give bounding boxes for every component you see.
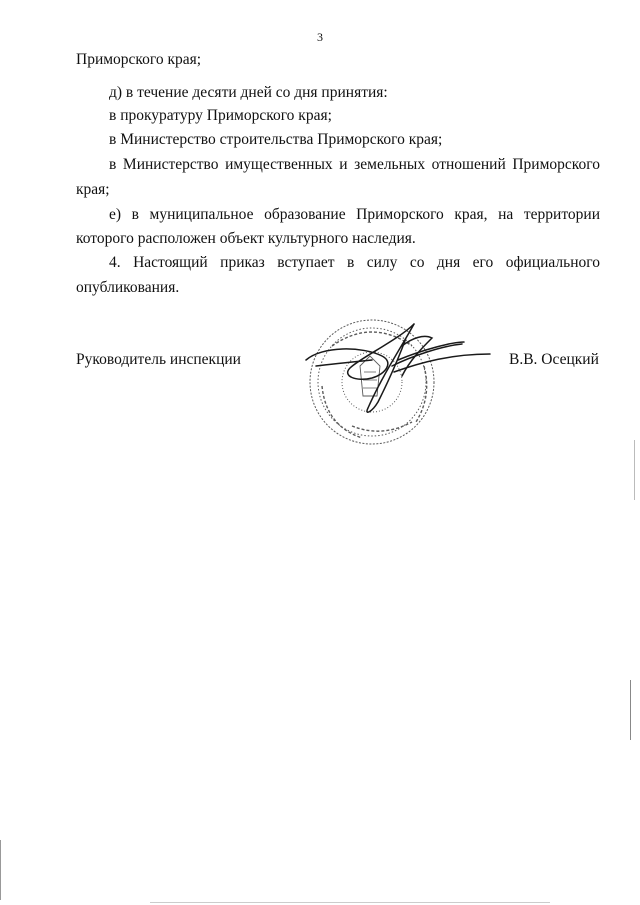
recipient-ministry-property-line1: в Министерство имущественных и земельных отношений Приморского <box>109 156 600 173</box>
body-line-1: Приморского края; <box>76 51 202 68</box>
signature-block <box>0 350 640 460</box>
recipient-ministry-construction: в Министерство строительства Приморского края; <box>109 131 443 148</box>
item-e-line1: е) в муниципальное образование Приморского края, на территории <box>109 206 600 223</box>
item-4-line2: опубликования. <box>76 279 180 296</box>
scan-edge-mark <box>630 680 631 740</box>
scan-bottom-line <box>150 902 550 903</box>
signatory-title: Руководитель инспекции <box>76 351 241 368</box>
recipient-prosecutor: в прокуратуру Приморского края; <box>109 107 332 124</box>
official-seal-with-signature <box>302 316 498 446</box>
recipient-ministry-property-line2: края; <box>76 181 110 198</box>
signatory-name: В.В. Осецкий <box>509 351 599 368</box>
scan-edge-mark <box>634 440 635 500</box>
scan-left-edge <box>0 840 1 900</box>
item-e-line2: которого расположен объект культурного наследия. <box>76 230 416 247</box>
handwritten-signature <box>306 324 490 412</box>
item-4-line1: 4. Настоящий приказ вступает в силу со дня его официального <box>109 254 600 271</box>
item-d: д) в течение десяти дней со дня принятия: <box>109 84 388 101</box>
page-number: 3 <box>317 30 323 44</box>
